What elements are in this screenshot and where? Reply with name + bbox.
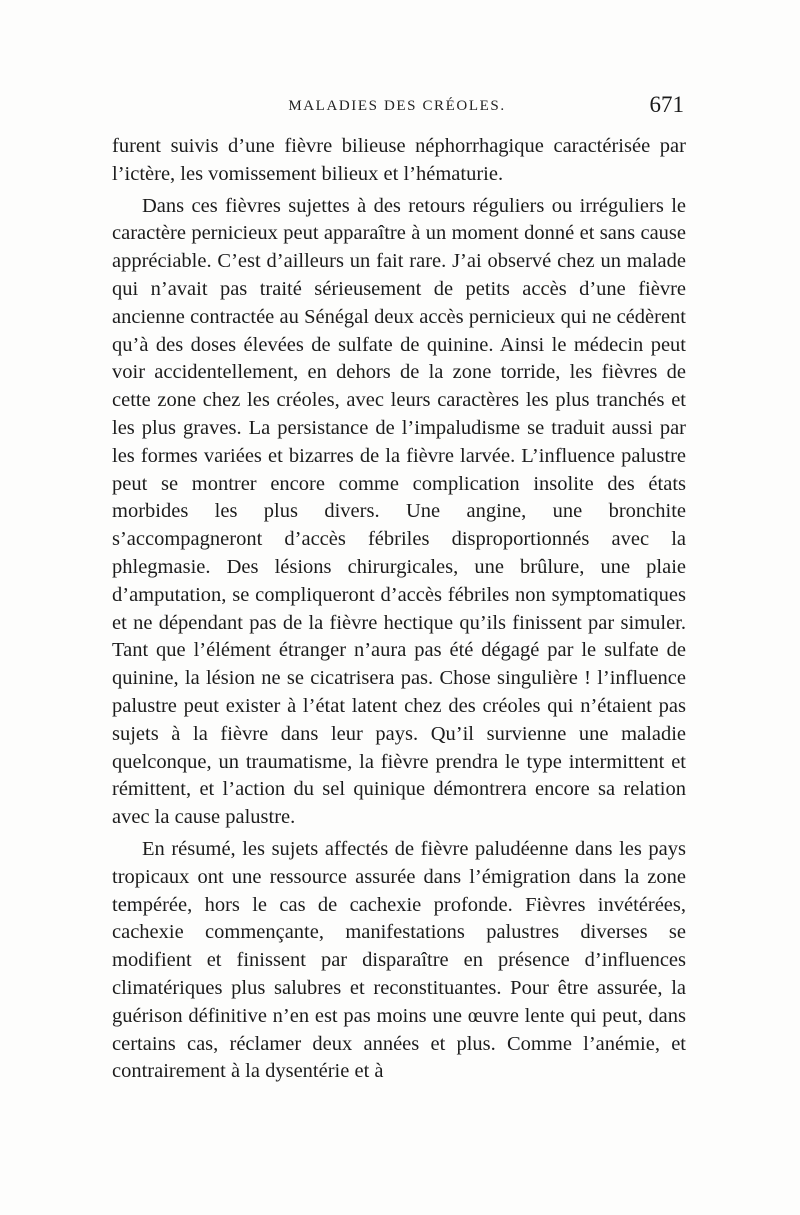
body-text [112, 133, 686, 1090]
running-head [110, 92, 684, 122]
running-title: MALADIES DES CRÉOLES. [288, 98, 506, 114]
paragraph-fevers: Dans ces fièvres sujettes à des retours réguliers ou irréguliers le caractère pernicieux peut apparaître à un moment donné et sans cause appréciable. C’est d’ailleurs un fait rare. J’ai observé chez un malade qui n’avait pas traité sérieusement de petits accès d’une fièvre ancienne contractée au Sénégal deux accès pernicieux qui ne cédèrent qu’à des doses élevées de sulfate de quinine. Ainsi le médecin peut voir accidentellement, en dehors de la zone torride, les fièvres de cette zone chez les créoles, avec leurs caractères les plus tranchés et les plus graves. La persistance de l’impaludisme se traduit aussi par les formes variées et bizarres de la fièvre larvée. L’influence palustre peut se montrer encore comme complication insolite des états morbides les plus divers. Une angine, une bronchite s’accompagneront d’accès fébriles disproportionnés avec la phlegmasie. Des lésions chirurgicales, une brûlure, une plaie d’amputation, se compliqueront d’accès fébriles non symptomatiques et ne dépendant pas de la fièvre hectique qu’ils finissent par simuler. Tant que l’élément étranger n’aura pas été dégagé par le sulfate de quinine, la lésion ne se cicatrisera pas. Chose singulière ! l’influence palustre peut exister à l’état latent chez des créoles qui n’étaient pas sujets à la fièvre dans leur pays. Qu’il survienne une maladie quelconque, un traumatisme, la fièvre prendra le type intermittent et rémittent, et l’action du sel quinique démontrera encore sa relation avec la cause palustre. [112, 194, 686, 829]
paragraph-continuation: furent suivis d’une fièvre bilieuse néphorrhagique caractérisée par l’ictère, les vomissement bilieux et l’hématurie. [112, 135, 686, 185]
page-number: 671 [649, 92, 684, 117]
paragraph-summary: En résumé, les sujets affectés de fièvre paludéenne dans les pays tropicaux ont une ressource assurée dans l’émigration dans la zone tempérée, hors le cas de cachexie profonde. Fièvres invétérées, cachexie commençante, manifestations palustres diverses se modifient et finissent par disparaître en présence d’influences climatériques plus salubres et reconstituantes. Pour être assurée, la guérison définitive n’en est pas moins une œuvre lente qui peut, dans certains cas, réclamer deux années et plus. Comme l’anémie, et contrairement à la dysentérie et à [112, 837, 686, 1083]
